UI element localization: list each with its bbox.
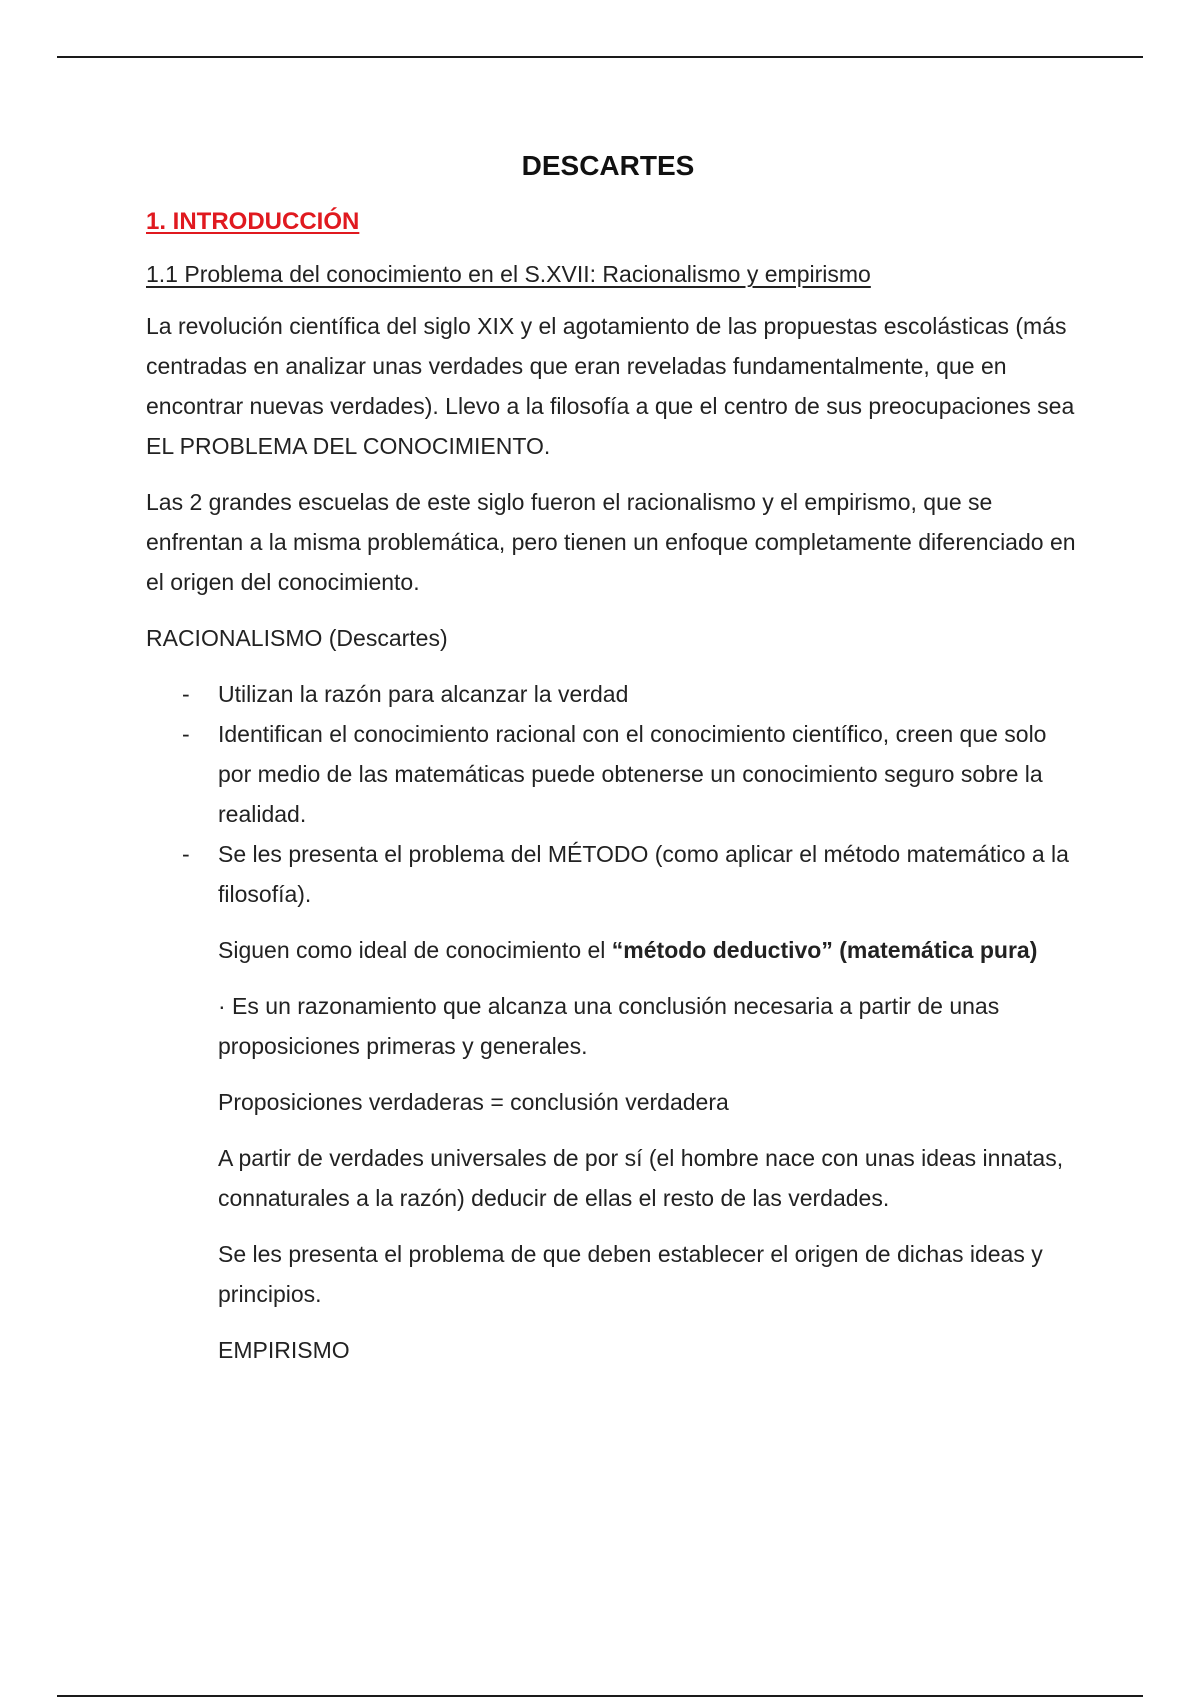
bottom-rule [57,1695,1143,1697]
top-rule [57,56,1143,58]
dash-marker: - [182,721,190,747]
section-heading: 1. INTRODUCCIÓN [146,208,360,235]
deductive-bold: “método deductivo” (matemática pura) [611,937,1038,963]
dash-marker: - [182,681,190,707]
indented-paragraph: · Es un razonamiento que alcanza una conclusión necesaria a partir de unas proposiciones primeras y generales. [218,993,1000,1059]
list-item [146,834,1076,914]
subsection-heading: 1.1 Problema del conocimiento en el S.XVII: Racionalismo y empirismo [146,261,871,287]
list-item [146,714,1076,834]
paragraph: La revolución científica del siglo XIX y el agotamiento de las propuestas escolásticas (más centradas en analizar unas verdades que eran reveladas fundamentalmente, que en encontrar nuevas verdades). Llevo a la filosofía a que el centro de sus preocupaciones sea EL PROBLEMA DEL CONOCIMIENTO. [146,313,1075,459]
document-title: DESCARTES [521,150,695,181]
list-item [146,674,1076,714]
racionalismo-label: RACIONALISMO (Descartes) [146,625,448,651]
paragraph: Las 2 grandes escuelas de este siglo fueron el racionalismo y el empirismo, que se enfrentan a la misma problemática, pero tienen un enfoque completamente diferenciado en el origen del conocimiento. [146,489,1076,595]
indented-paragraph: Se les presenta el problema de que deben establecer el origen de dichas ideas y principios. [218,1241,1043,1307]
document-page [146,146,1076,1386]
deductive-intro: Siguen como ideal de conocimiento el [218,937,612,963]
deductive-method-paragraph [218,930,1076,970]
indented-paragraph: Proposiciones verdaderas = conclusión verdadera [218,1089,729,1115]
list-item-text: Se les presenta el problema del MÉTODO (como aplicar el método matemático a la filosofía). [218,841,1069,907]
list-item-text: Identifican el conocimiento racional con el conocimiento científico, creen que solo por medio de las matemáticas puede obtenerse un conocimiento seguro sobre la realidad. [218,721,1047,827]
dash-marker: - [182,841,190,867]
indented-paragraph: A partir de verdades universales de por sí (el hombre nace con unas ideas innatas, connaturales a la razón) deducir de ellas el resto de las verdades. [218,1145,1064,1211]
list-item-text: Utilizan la razón para alcanzar la verdad [218,681,629,707]
bullet-list [146,674,1076,914]
empirismo-label: EMPIRISMO [218,1337,350,1363]
